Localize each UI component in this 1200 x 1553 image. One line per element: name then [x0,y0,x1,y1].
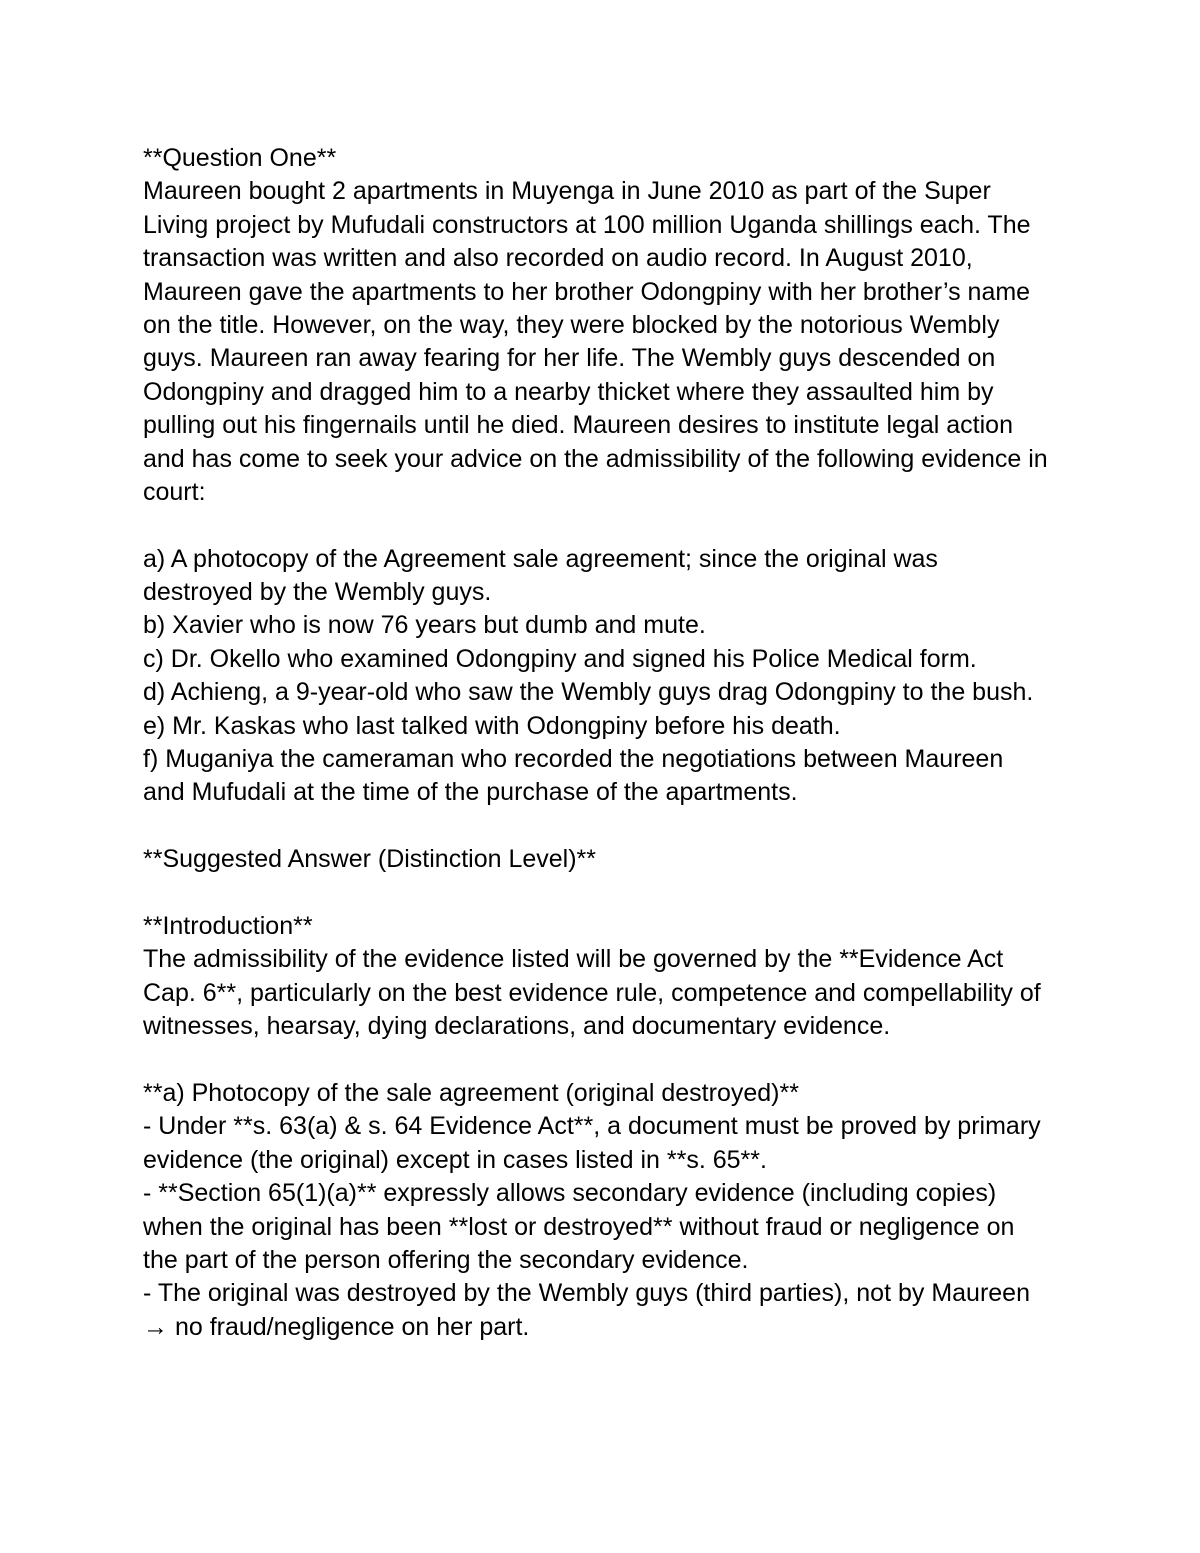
list-item-a-continued: destroyed by the Wembly guys. [143,578,492,607]
paragraph-line: the part of the person offering the secondary evidence. [143,1245,749,1274]
bullet-line: - Under **s. 63(a) & s. 64 Evidence Act**, a document must be proved by primary [143,1112,1041,1141]
list-item-c: c) Dr. Okello who examined Odongpiny and signed his Police Medical form. [143,644,977,673]
answer-heading: **Suggested Answer (Distinction Level)** [143,845,597,874]
paragraph-line: Odongpiny and dragged him to a nearby thicket where they assaulted him by [143,377,994,406]
document-page [143,142,1083,1344]
blank-line [143,877,1083,910]
paragraph-line: evidence (the original) except in cases listed in **s. 65**. [143,1145,767,1174]
list-item-b: b) Xavier who is now 76 years but dumb and mute. [143,611,706,640]
list-item-d: d) Achieng, a 9-year-old who saw the Wembly guys drag Odongpiny to the bush. [143,678,1034,707]
question-heading: **Question One** [143,144,337,172]
paragraph-line: Living project by Mufudali constructors at 100 million Uganda shillings each. The [143,210,1031,239]
paragraph-line: transaction was written and also recorded on audio record. In August 2010, [143,244,973,273]
list-item-f-continued: and Mufudali at the time of the purchase of the apartments. [143,778,798,807]
blank-line [143,810,1083,843]
list-item-f: f) Muganiya the cameraman who recorded the negotiations between Maureen [143,745,1004,774]
paragraph-line: Maureen bought 2 apartments in Muyenga in June 2010 as part of the Super [143,177,991,206]
list-item-a: a) A photocopy of the Agreement sale agreement; since the original was [143,544,938,573]
introduction-heading: **Introduction** [143,911,313,940]
bullet-line: - **Section 65(1)(a)** expressly allows secondary evidence (including copies) [143,1179,997,1208]
paragraph-line: guys. Maureen ran away fearing for her life. The Wembly guys descended on [143,344,996,373]
paragraph-line: court: [143,477,206,506]
paragraph-line: → no fraud/negligence on her part. [143,1312,530,1341]
bullet-line: - The original was destroyed by the Wembly guys (third parties), not by Maureen [143,1279,1030,1308]
paragraph-line: when the original has been **lost or destroyed** without fraud or negligence on [143,1212,1015,1241]
paragraph-line: Cap. 6**, particularly on the best evidence rule, competence and compellability of [143,978,1041,1007]
blank-line [143,1044,1083,1077]
paragraph-line: and has come to seek your advice on the admissibility of the following evidence in [143,444,1048,473]
list-item-e: e) Mr. Kaskas who last talked with Odongpiny before his death. [143,711,841,740]
paragraph-line: pulling out his fingernails until he died. Maureen desires to institute legal action [143,411,1013,440]
paragraph-line: Maureen gave the apartments to her brother Odongpiny with her brother’s name [143,277,1031,306]
paragraph-line: on the title. However, on the way, they were blocked by the notorious Wembly [143,310,1000,339]
paragraph-line: The admissibility of the evidence listed will be governed by the **Evidence Act [143,945,1004,974]
section-a-heading: **a) Photocopy of the sale agreement (original destroyed)** [143,1078,799,1107]
blank-line [143,509,1083,542]
paragraph-line: witnesses, hearsay, dying declarations, and documentary evidence. [143,1012,891,1041]
